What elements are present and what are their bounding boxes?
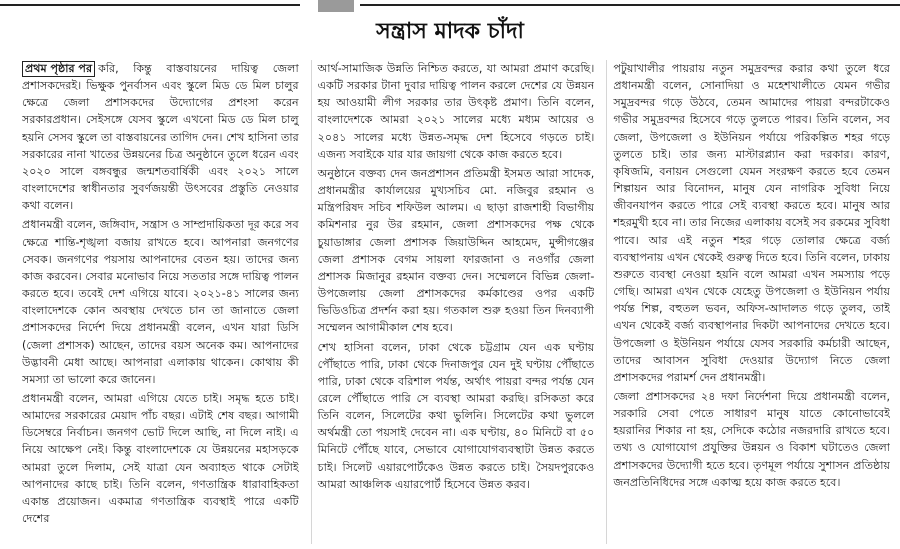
paragraph: শেখ হাসিনা বলেন, ঢাকা থেকে চট্টগ্রাম যেন এক ঘণ্টায় পৌঁছাতে পারি, ঢাকা থেকে দিনাজপুর যেন দুই ঘণ্টায় পৌঁছাতে পারি, ঢাকা থেকে বরিশাল পর্যন্ত, অর্থাৎ পায়রা বন্দর পর্যন্ত যেন রেলে পৌঁছাতে পারি সে ব্যবস্থা আমরা করছি। রসিকতা করে তিনি বলেন, সিলেটের কথা ভুলিনি। সিলেটের কথা ভুললে অর্থমন্ত্রী তো পয়সাই দেবেন না। এক ঘণ্টায়, ৪০ মিনিটে বা ৫০ মিনিটে পৌঁছে যাবে, সেভাবে যোগাযোগব্যবস্থাটা উন্নত করতে চাই। সিলেট এয়ারপোর্টকেও উন্নত করতে চাই। সৈয়দপুরকেও আমরা আঞ্চলিক এয়ারপোর্ট হিসেবে উন্নত করব। — [317, 340, 595, 491]
paragraph — [22, 60, 299, 214]
paragraph: অনুষ্ঠানে বক্তব্য দেন জনপ্রশাসন প্রতিমন্ত্রী ইসমত আরা সাদেক, প্রধানমন্ত্রীর কার্যালয়ের মুখ্যসচিব মো. নজিবুর রহমান ও মন্ত্রিপরিষদ সচিব শফিউল আলম। এ ছাড়া রাজশাহী বিভাগীয় কমিশনার নুর উর রহমান, জেলা প্রশাসকদের পক্ষ থেকে চুয়াডাঙ্গার জেলা প্রশাসক জিয়াউদ্দিন আহমেদ, মুন্সীগঞ্জের জেলা প্রশাসক বেগম সায়লা ফারজানা ও নওগাঁর জেলা প্রশাসক মিজানুর রহমান বক্তব্য দেন। সম্মেলনে বিভিন্ন জেলা-উপজেলায় জেলা প্রশাসকদের কর্মকাণ্ডের ওপর একটি ভিডিওচিত্র প্রদর্শন করা হয়। গতকাল শুরু হওয়া তিন দিনব্যাপী সম্মেলন আগামীকাল শেষ হবে। — [317, 166, 595, 335]
paragraph: পটুয়াখালীর পায়রায় নতুন সমুদ্রবন্দর করার কথা তুলে ধরে প্রধানমন্ত্রী বলেন, সোনাদিয়া ও মহেশখালীতে যেমন গভীর সমুদ্রবন্দর গড়ে উঠবে, তেমন আমাদের পায়রা বন্দরটাকেও গভীর সমুদ্রবন্দর হিসেবে গড়ে তুলতে পারব। তিনি বলেন, সব জেলা, উপজেলা ও ইউনিয়ন পর্যায়ে পরিকল্পিত শহর গড়ে তুলতে চাই। তার জন্য মাস্টারপ্ল্যান করা দরকার। কারণ, কৃষিজমি, বনায়ন সেগুলো যেমন সংরক্ষণ করতে হবে তেমন শিল্পায়ন আর বিনোদন, মানুষ যেন নাগরিক সুবিধা নিয়ে জীবনযাপন করতে পারে সেই ব্যবস্থা করতে হবে। মানুষ আর শহরমুখী হবে না। তার নিজের এলাকায় বসেই সব রকমের সুবিধা পাবে। আর এই নতুন শহর গড়ে তোলার ক্ষেত্রে বর্জ্য ব্যবস্থাপনায় এখন থেকেই গুরুত্ব দিতে হবে। তিনি বলেন, ঢাকায় শুরুতে ব্যবস্থা নেওয়া হয়নি বলে আমরা এখন সমস্যায় পড়ে গেছি। আমরা এখন থেকে যেহেতু উপজেলা ও ইউনিয়ন পর্যায় পর্যন্ত শিল্প, বহুতল ভবন, অফিস-আদালত গড়ে তুলব, তাই এখন থেকেই বর্জ্য ব্যবস্থাপনার দিকটা আপনাদের দেখতে হবে। উপজেলা ও ইউনিয়ন পর্যায়ে যেসব সরকারি কর্মচারী আছেন, তাদের আবাসন সুবিধা দেওয়ার উদ্যোগ নিতে জেলা প্রশাসকদের পরামর্শ দেন প্রধানমন্ত্রী। — [613, 62, 891, 384]
paragraph: জেলা প্রশাসকদের ২৪ দফা নির্দেশনা দিয়ে প্রধানমন্ত্রী বলেন, সরকারি সেবা পেতে সাধারণ মানুষ যাতে কোনোভাবেই হয়রানির শিকার না হয়, সেদিকে কঠোর নজরদারি রাখতে হবে। তথ্য ও যোগাযোগ প্রযুক্তির উন্নয়ন ও বিকাশ ঘটাতেও জেলা প্রশাসকদের উদ্যোগী হতে হবে। তৃণমূল পর্যায়ে সুশাসন প্রতিষ্ঠায় জনপ্রতিনিধিদের সঙ্গে একাত্ম হয়ে কাজ করতে হবে। — [613, 389, 891, 489]
article-headline: সন্ত্রাস মাদক চাঁদা — [376, 19, 524, 44]
masthead-rule-right — [360, 4, 900, 6]
continued-from-label: প্রথম পৃষ্ঠার পর — [22, 61, 95, 77]
paragraph: প্রধানমন্ত্রী বলেন, জঙ্গিবাদ, সন্ত্রাস ও সাম্প্রদায়িকতা দূর করে সব ক্ষেত্রে শান্তি-শৃঙ্খলা বজায় রাখতে হবে। আপনারা জনগণের সেবক। জনগণের পয়সায় আপনাদের বেতন হয়। তাদের জন্য কাজ করবেন। সেবার মনোভাব নিয়ে সততার সঙ্গে দায়িত্ব পালন করতে হবে। তবেই দেশ এগিয়ে যাবে। ২০২১-৪১ সালের জন্য বাংলাদেশকে কোন অবস্থায় দেখতে চান তা জানাতে জেলা প্রশাসকদের নির্দেশ দিয়ে প্রধানমন্ত্রী বলেন, এখন যারা ডিসি (জেলা প্রশাসক) আছেন, তাদের বয়স অনেক কম। আপনাদের উদ্ভাবনী মেধা আছে। আপনারা এলাকায় থাকেন। কোথায় কী সমস্যা তা ভালো করে জানেন। — [22, 218, 299, 386]
article-column-2 — [311, 60, 595, 544]
article-column-1 — [22, 60, 299, 544]
article-body — [22, 60, 890, 544]
paragraph-text: করি, কিন্তু বাস্তবায়নের দায়িত্ব জেলা প্রশাসকদেরই। ভিক্ষুক পুনর্বাসন এবং স্কুলে মিড ডে মিল চালুর ক্ষেত্রে জেলা প্রশাসকদের উদ্যোগের প্রশংসা করেন সরকারপ্রধান। সেইসঙ্গে যেসব স্কুলে এখনো মিড ডে মিল চালু হয়নি সেসব স্কুলে তা বাস্তবায়নের তাগিদ দেন। শেখ হাসিনা তার সরকারের নানা খাতের উন্নয়নের চিত্র অনুষ্ঠানে তুলে ধরেন এবং ২০২০ সালে বঙ্গবন্ধুর জন্মশতবার্ষিকী এবং ২০২১ সালে বাংলাদেশের স্বাধীনতার সুবর্ণজয়ন্তী উৎসবের প্রস্তুতি নেওয়ার কথা বলেন। — [22, 62, 299, 213]
paragraph: প্রধানমন্ত্রী বলেন, আমরা এগিয়ে যেতে চাই। সমৃদ্ধ হতে চাই। আমাদের সরকারের মেয়াদ পাঁচ বছর। এটাই শেষ বছর। আগামী ডিসেম্বরে নির্বাচন। জনগণ ভোট দিলে আছি, না দিলে নাই। এ নিয়ে আক্ষেপ নেই। কিন্তু বাংলাদেশকে যে উন্নয়নের মহাসড়কে আমরা তুলে দিলাম, সেই যাত্রা যেন অব্যাহত থাকে সেটাই আপনাদের কাছে চাই। তিনি বলেন, গণতান্ত্রিক ধারাবাহিকতা একান্ত প্রয়োজন। একমাত্র গণতান্ত্রিক ব্যবস্থাই পারে একটি দেশের — [22, 391, 299, 526]
article-column-3 — [606, 60, 890, 544]
masthead-rule-left — [0, 4, 300, 6]
paragraph: আর্থ-সামাজিক উন্নতি নিশ্চিত করতে, যা আমরা প্রমাণ করেছি। একটি সরকার টানা দুবার দায়িত্ব পালন করলে দেশের যে উন্নয়ন হয় আওয়ামী লীগ সরকার তার উৎকৃষ্ট প্রমাণ। তিনি বলেন, বাংলাদেশকে আমরা ২০২১ সালের মধ্যে মধ্যম আয়ের ও ২০৪১ সালের মধ্যে উন্নত-সমৃদ্ধ দেশ হিসেবে গড়তে চাই। এজন্য সবাইকে যার যার জায়গা থেকে কাজ করতে হবে। — [317, 62, 595, 161]
masthead-strip — [0, 0, 900, 14]
page-number-box — [318, 0, 354, 12]
